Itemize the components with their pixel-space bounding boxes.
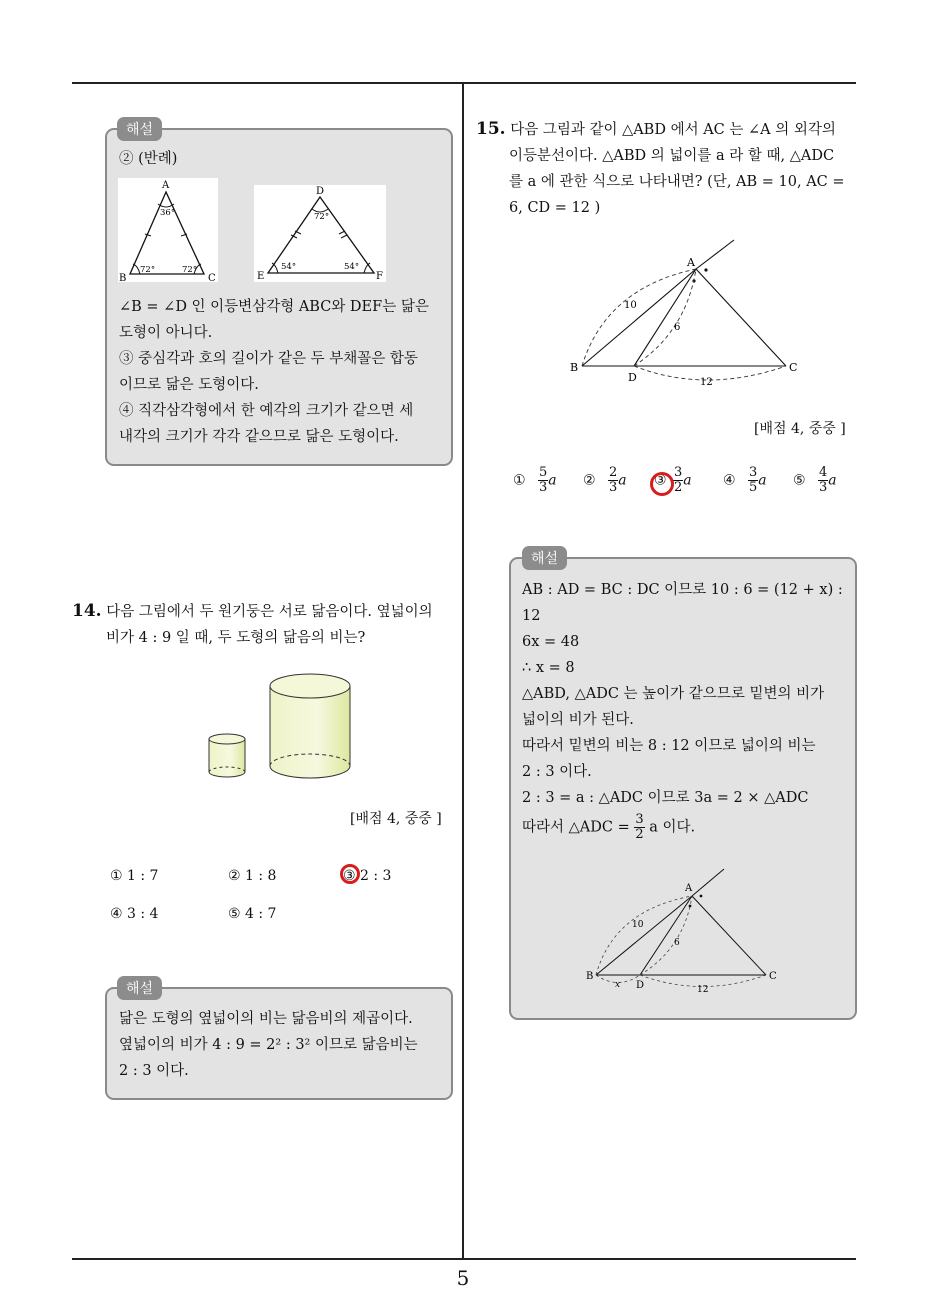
isosceles-triangle-def (254, 185, 386, 282)
question-15-line3: 를 a 에 관한 식으로 나타내면? (단, AB = 10, AC = (509, 174, 845, 190)
solution-13-line: 내각의 크기가 각각 같으므로 닮은 도형이다. (119, 429, 399, 445)
figsol-vertex-a: A (685, 883, 693, 894)
solution-15-line: 따라서 밑변의 비는 8 : 12 이므로 넓이의 비는 (522, 738, 816, 754)
solution-15-line: 12 (522, 608, 541, 624)
fig15-vertex-c: C (789, 361, 798, 374)
tri2-angle-left: 54° (281, 262, 297, 272)
solution-tag: 해설 (117, 117, 162, 141)
cylinders-figure (205, 666, 355, 784)
fig15-label-10: 10 (624, 300, 637, 311)
solution-15-line: △ABD, △ADC 는 높이가 같으므로 밑변의 비가 (522, 686, 825, 702)
figsol-vertex-d: D (636, 980, 645, 991)
question-14-line1: 다음 그림에서 두 원기둥은 서로 닮음이다. 옆넓이의 (106, 604, 433, 620)
solution-13-text (119, 294, 447, 450)
solution-tag: 해설 (522, 546, 567, 570)
solution-15-line: 2 : 3 = a : △ADC 이므로 3a = 2 × △ADC (522, 790, 809, 806)
option-1[interactable]: ① $\frac{5}{3}$ a (513, 465, 557, 495)
solution-13-line: ④ 직각삼각형에서 한 예각의 크기가 같으면 세 (119, 403, 414, 419)
fig15-vertex-d: D (628, 371, 637, 384)
tri2-vertex-f: F (376, 271, 383, 282)
solution-14-line: 옆넓이의 비가 4 : 9 = 2² : 3² 이므로 닮음비는 (119, 1037, 418, 1053)
figsol-label-6: 6 (674, 938, 680, 948)
solution-15-line: 2 : 3 이다. (522, 764, 592, 780)
figsol-vertex-c: C (769, 971, 777, 982)
tri1-angle-right: 72° (182, 265, 198, 275)
tri2-angle-right: 54° (344, 262, 360, 272)
option-5[interactable]: ⑤ 4 : 7 (228, 906, 277, 922)
solution-15-line: 6x = 48 (522, 634, 580, 650)
option-3[interactable]: ③ 2 : 3 (343, 868, 392, 884)
question-number: 15. (476, 119, 506, 139)
solution-13-line: 도형이 아니다. (119, 325, 213, 341)
fig15-vertex-a: A (687, 256, 695, 269)
solution-15-line: 따라서 △ADC = $\frac{3}{2}$ a 이다. (522, 812, 696, 842)
figsol-label-10: 10 (632, 920, 644, 930)
option-5[interactable]: ⑤ $\frac{4}{3}$ a (793, 465, 837, 495)
question-15-options (513, 466, 853, 506)
question-number: 14. (72, 601, 102, 621)
solution-14-text (119, 1006, 447, 1084)
page-number: 5 (456, 1266, 470, 1290)
question-14-score: [배점 4, 중중 ] (350, 811, 442, 827)
fig15-label-6: 6 (674, 322, 681, 333)
question-15-line4: 6, CD = 12 ) (509, 200, 601, 216)
option-1[interactable]: ① 1 : 7 (110, 868, 159, 884)
answer-circle-mark (340, 864, 360, 884)
solution-13-line: ∠B = ∠D 인 이등변삼각형 ABC와 DEF는 닮은 (119, 299, 429, 315)
tri2-vertex-d: D (316, 186, 325, 197)
option-3[interactable]: ③ $\frac{3}{2}$ a (654, 465, 692, 495)
option-4[interactable]: ④ 3 : 4 (110, 906, 159, 922)
tri1-vertex-b: B (119, 273, 127, 282)
fig15-label-12: 12 (700, 377, 713, 388)
solution-13-line: 이므로 닮은 도형이다. (119, 377, 259, 393)
question-14 (72, 598, 460, 651)
question-15-line1: 다음 그림과 같이 △ABD 에서 AC 는 ∠A 의 외각의 (510, 122, 836, 138)
solution-14-line: 2 : 3 이다. (119, 1063, 189, 1079)
tri1-angle-top: 36° (160, 208, 176, 218)
answer-circle-mark (650, 472, 674, 496)
solution-item-2: ② (반례) (119, 151, 178, 167)
tri1-vertex-a: A (162, 180, 170, 191)
solution-13-line: ③ 중심각과 호의 길이가 같은 두 부채꼴은 합동 (119, 351, 418, 367)
top-rule (72, 82, 856, 84)
figsol-label-12: 12 (697, 985, 709, 995)
triangle-figure-q15 (566, 236, 806, 390)
question-14-line2: 비가 4 : 9 일 때, 두 도형의 닮음의 비는? (106, 630, 366, 646)
question-15 (476, 116, 862, 221)
option-4[interactable]: ④ $\frac{3}{5}$ a (723, 465, 767, 495)
question-15-score: [배점 4, 중중 ] (754, 421, 846, 437)
figsol-label-x: x (615, 980, 621, 990)
solution-15-text (522, 577, 852, 842)
option-2[interactable]: ② 1 : 8 (228, 868, 277, 884)
tri1-angle-left: 72° (140, 265, 156, 275)
tri2-vertex-e: E (257, 271, 265, 282)
solution-15-line: 넓이의 비가 된다. (522, 712, 634, 728)
figsol-vertex-b: B (586, 971, 594, 982)
solution-15-line: ∴ x = 8 (522, 660, 575, 676)
fig15-vertex-b: B (570, 361, 579, 374)
column-divider (462, 83, 464, 1259)
tri2-angle-top: 72° (314, 212, 330, 222)
question-15-line2: 이등분선이다. △ABD 의 넓이를 a 라 할 때, △ADC (509, 148, 835, 164)
tri1-vertex-c: C (208, 273, 216, 282)
solution-15-line: AB : AD = BC : DC 이므로 10 : 6 = (12 + x) : (522, 582, 843, 598)
isosceles-triangle-abc (118, 178, 218, 282)
option-2[interactable]: ② $\frac{2}{3}$ a (583, 465, 627, 495)
bottom-rule (72, 1258, 856, 1260)
solution-14-line: 닮은 도형의 옆넓이의 비는 닮음비의 제곱이다. (119, 1011, 413, 1027)
triangle-figure-solution (584, 866, 794, 996)
solution-tag: 해설 (117, 976, 162, 1000)
